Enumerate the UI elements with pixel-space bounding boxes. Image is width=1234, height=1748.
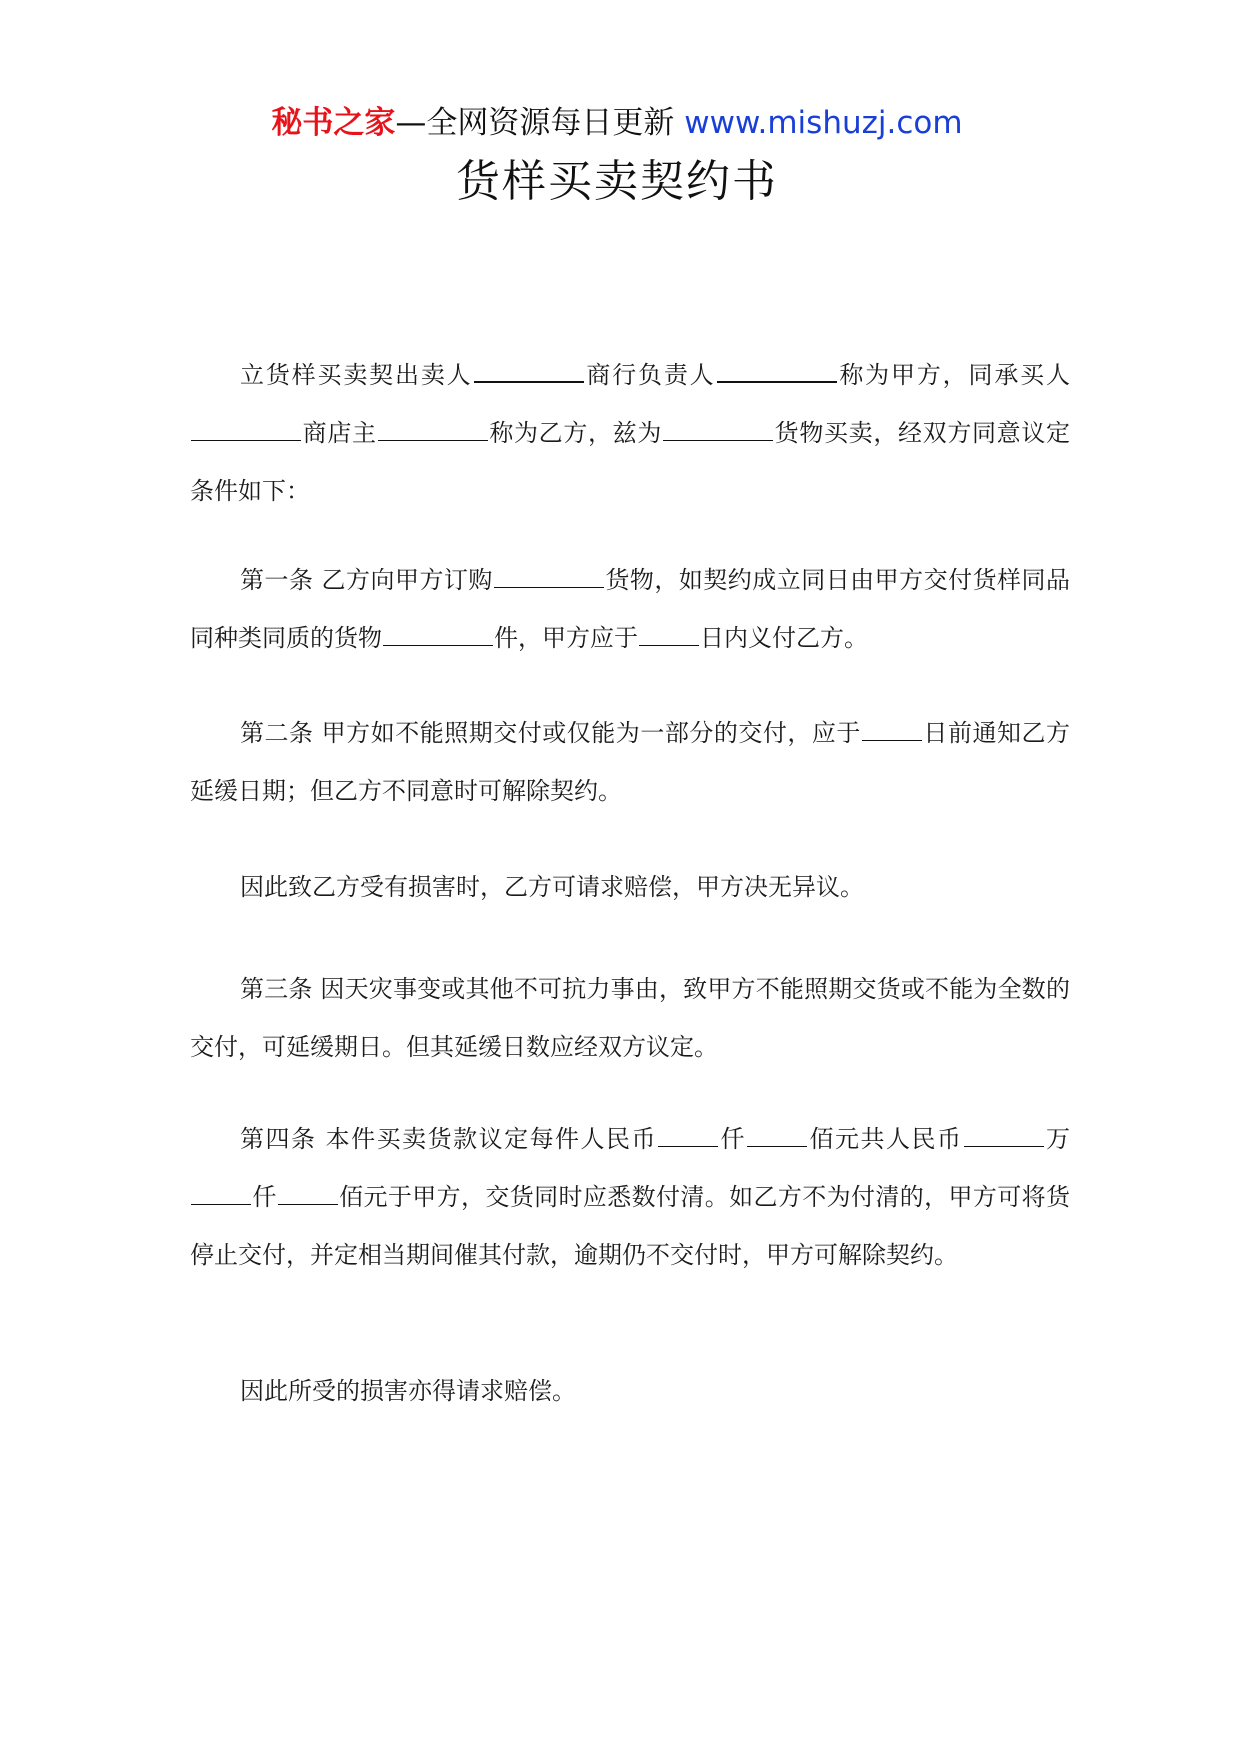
blank-unit-thousands[interactable]	[658, 1126, 718, 1147]
text-segment: 第二条 甲方如不能照期交付或仅能为一部分的交付，应于	[240, 719, 861, 747]
paragraph-article-3	[190, 960, 1070, 1076]
blank-seller-manager[interactable]	[717, 361, 837, 383]
text-segment: 商店主	[302, 419, 377, 447]
text-segment: 货物，如契约成立同日由甲方交付货样同品同种类同质的货物	[190, 566, 1070, 652]
blank-seller-name[interactable]	[474, 361, 584, 383]
paragraph-preamble	[190, 346, 1070, 520]
text-segment: 第四条 本件买卖货款议定每件人民币	[240, 1125, 658, 1153]
blank-notice-days[interactable]	[862, 720, 922, 741]
text-segment: 佰元于甲方，交货同时应悉数付清。如乙方不为付清的，甲方可将货停止交付，并定相当期间催其付款，逾期仍不交付时，甲方可解除契约。	[190, 1183, 1070, 1269]
blank-quantity[interactable]	[383, 625, 493, 646]
text-segment: 日内义付乙方。	[700, 624, 868, 652]
blank-total-thousands[interactable]	[191, 1184, 251, 1205]
text-segment: 佰元共人民币	[808, 1125, 963, 1153]
blank-unit-hundreds[interactable]	[747, 1126, 807, 1147]
text-segment: 第一条 乙方向甲方订购	[240, 566, 493, 594]
text-segment: 万	[1044, 1125, 1071, 1153]
blank-total-ten-thousands[interactable]	[964, 1126, 1044, 1147]
text-segment: 件，甲方应于	[494, 624, 638, 652]
text-segment: 仟	[252, 1183, 277, 1211]
paragraph-article-1	[190, 551, 1070, 667]
text-segment: 日前通知乙方延缓日期；但乙方不同意时可解除契约。	[190, 719, 1070, 805]
blank-buyer-name[interactable]	[191, 420, 301, 441]
paragraph-article-2	[190, 704, 1070, 820]
blank-ordered-goods[interactable]	[494, 567, 604, 588]
text-segment: 仟	[719, 1125, 747, 1153]
text-segment: 货物买卖，经双方同意议定条件如下：	[190, 419, 1071, 505]
text-segment: 称为甲方，同承买人	[837, 361, 1070, 389]
paragraph-damages	[190, 858, 1070, 916]
paragraph-article-4	[190, 1110, 1070, 1284]
brand-name: 秘书之家	[271, 105, 396, 141]
text-segment: 因此所受的损害亦得请求赔偿。	[240, 1377, 576, 1405]
text-segment: 称为乙方，兹为	[488, 419, 663, 447]
text-segment: 第三条 因天灾事变或其他不可抗力事由，致甲方不能照期交货或不能为全数的交付，可延缓期日。但其延缓日数应经双方议定。	[190, 975, 1070, 1061]
document-title: 货样买卖契约书	[456, 156, 778, 207]
blank-store-owner[interactable]	[378, 420, 488, 441]
blank-delivery-days[interactable]	[639, 625, 699, 646]
text-segment: 立货样买卖契出卖人	[240, 361, 473, 389]
site-header	[0, 101, 1234, 145]
blank-total-hundreds[interactable]	[278, 1184, 338, 1205]
site-url-link[interactable]: www.mishuzj.com	[684, 105, 963, 141]
header-slogan: —全网资源每日更新	[395, 105, 685, 141]
text-segment: 商行负责人	[584, 361, 716, 389]
blank-goods-type[interactable]	[663, 420, 773, 441]
text-segment: 因此致乙方受有损害时，乙方可请求赔偿，甲方决无异议。	[240, 873, 864, 901]
paragraph-final-damages	[190, 1362, 1070, 1420]
